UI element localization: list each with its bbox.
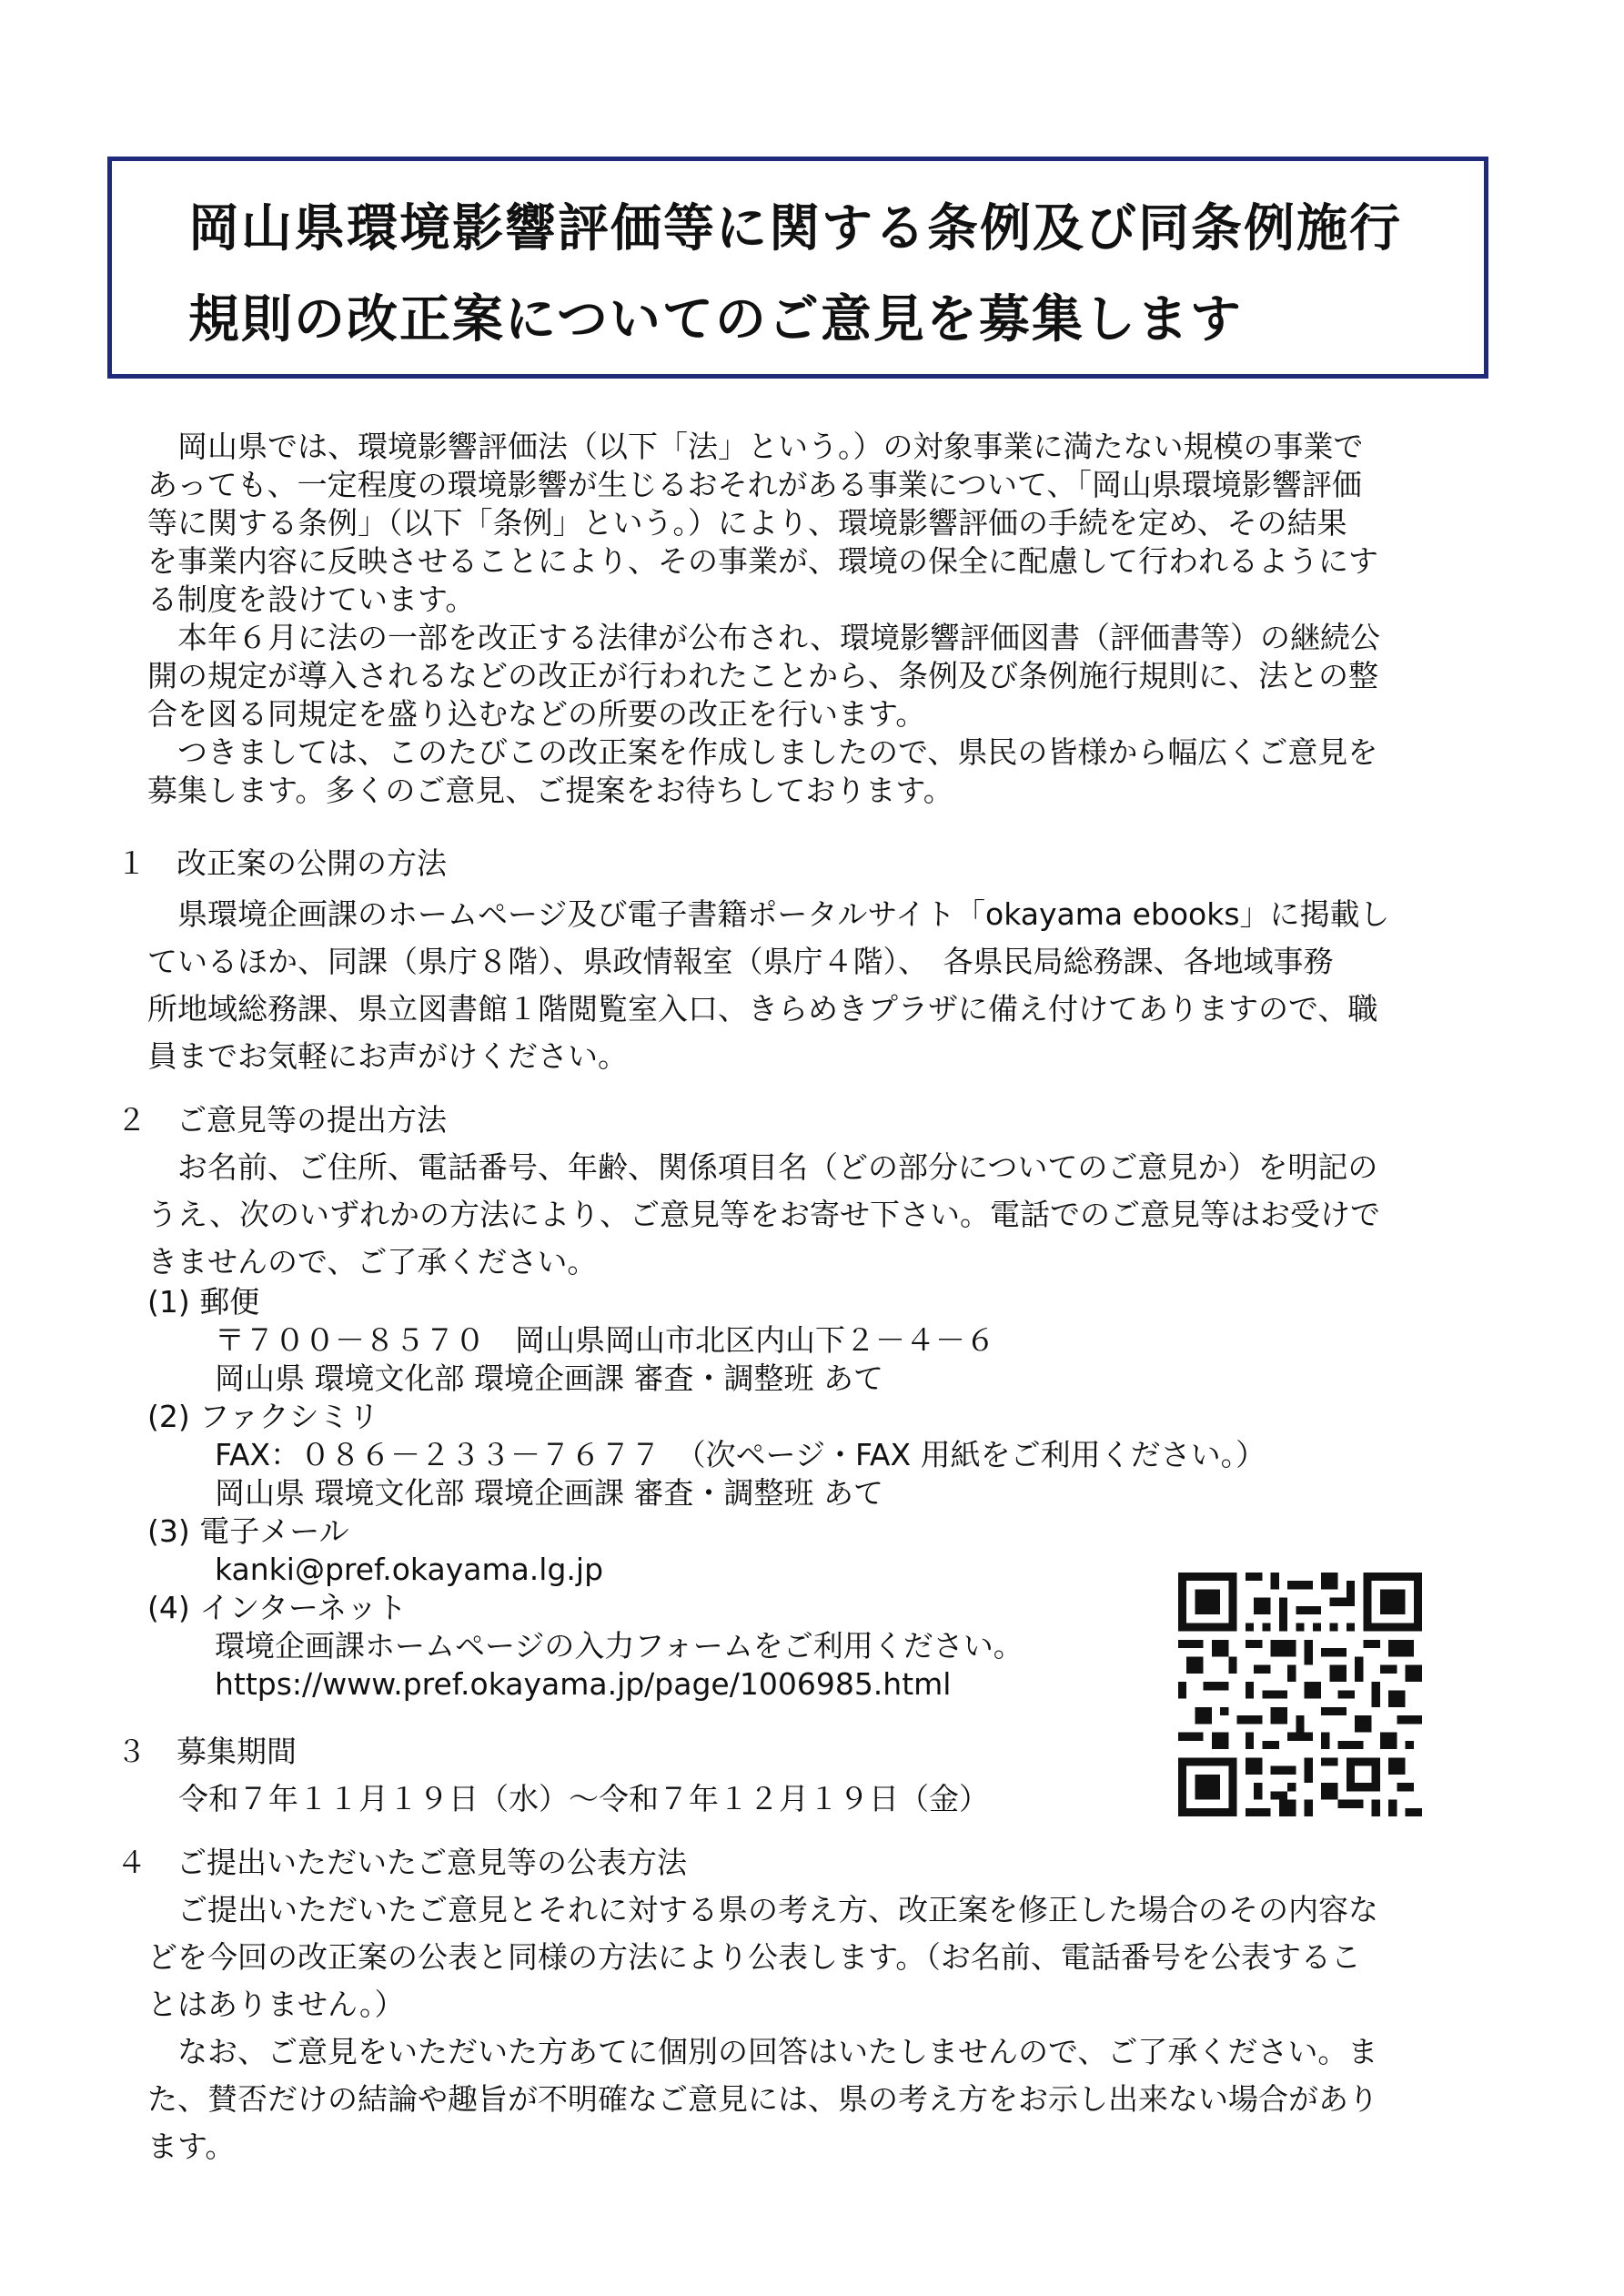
internet-url-link[interactable]: https://www.pref.okayama.jp/page/1006985.html xyxy=(215,1666,952,1702)
section-1-line: 県環境企画課のホームページ及び電子書籍ポータルサイト「okayama ebooks」に掲載し xyxy=(147,896,1390,932)
internet-label: (4) インターネット xyxy=(147,1590,408,1625)
intro-line: る制度を設けています。 xyxy=(147,582,476,617)
fax-number: FAX：０８６－２３３－７６７７ （次ページ・FAX 用紙をご利用ください。） xyxy=(215,1437,1266,1472)
section-3-heading: ３ 募集期間 xyxy=(116,1734,297,1769)
section-4-line: とはありません。） xyxy=(147,1987,405,2022)
mail-dept: 岡山県 環境文化部 環境企画課 審査・調整班 あて xyxy=(215,1360,883,1396)
section-4-line: た、賛否だけの結論や趣旨が不明確なご意見には、県の考え方をお示し出来ない場合があり xyxy=(147,2081,1378,2117)
section-4-line: なお、ご意見をいただいた方あてに個別の回答はいたしませんので、ご了承ください。ま xyxy=(147,2034,1378,2069)
intro-line: を事業内容に反映させることにより、その事業が、環境の保全に配慮して行われるようにす xyxy=(147,543,1378,579)
section-1-heading: １ 改正案の公開の方法 xyxy=(116,845,447,881)
intro-line: 開の規定が導入されるなどの改正が行われたことから、条例及び条例施行規則に、法との整 xyxy=(147,658,1378,693)
section-1-line: ているほか、同課（県庁８階）、県政情報室（県庁４階）、 各県民局総務課、各地域事務 xyxy=(147,944,1334,979)
fax-label: (2) ファクシミリ xyxy=(147,1399,379,1434)
section-4-line: ご提出いただいたご意見とそれに対する県の考え方、改正案を修正した場合のその内容な xyxy=(147,1892,1378,1927)
section-2-line: うえ、次のいずれかの方法により、ご意見等をお寄せ下さい。電話でのご意見等はお受けで xyxy=(147,1197,1380,1232)
intro-line: 募集します。多くのご意見、ご提案をお待ちしております。 xyxy=(147,773,953,808)
email-address[interactable]: kanki@pref.okayama.lg.jp xyxy=(215,1552,604,1587)
period: 令和７年１１月１９日（水）～令和７年１２月１９日（金） xyxy=(178,1781,989,1816)
intro-line: あっても、一定程度の環境影響が生じるおそれがある事業について、「岡山県環境影響評価 xyxy=(147,467,1362,502)
internet-note: 環境企画課ホームページの入力フォームをご利用ください。 xyxy=(215,1628,1024,1664)
mail-address: 〒７００－８５７０ 岡山県岡山市北区内山下２－４－６ xyxy=(215,1322,995,1358)
mail-label: (1) 郵便 xyxy=(147,1284,260,1320)
section-2-line: きませんので、ご了承ください。 xyxy=(147,1244,598,1279)
email-label: (3) 電子メール xyxy=(147,1513,349,1549)
intro-line: 合を図る同規定を盛り込むなどの所要の改正を行います。 xyxy=(147,696,926,732)
section-4-heading: ４ ご提出いただいたご意見等の公表方法 xyxy=(116,1845,687,1880)
section-2-heading: ２ ご意見等の提出方法 xyxy=(116,1102,447,1138)
section-4-line: どを今回の改正案の公表と同様の方法により公表します。（お名前、電話番号を公表するこ xyxy=(147,1939,1361,1975)
section-2-line: お名前、ご住所、電話番号、年齢、関係項目名（どの部分についてのご意見か）を明記の xyxy=(147,1149,1378,1185)
qr-code-icon[interactable] xyxy=(1178,1573,1422,1816)
intro-line: 等に関する条例」（以下「条例」という。）により、環境影響評価の手続を定め、その結果 xyxy=(147,505,1347,541)
section-4-line: ます。 xyxy=(147,2129,236,2164)
title-line-2: 規則の改正案についてのご意見を募集します xyxy=(188,290,1243,349)
intro-line: つきましては、このたびこの改正案を作成しましたので、県民の皆様から幅広くご意見を xyxy=(147,734,1378,770)
title-box xyxy=(107,157,1488,379)
title-line-1: 岡山県環境影響評価等に関する条例及び同条例施行 xyxy=(188,199,1402,258)
section-1-line: 員までお気軽にお声がけください。 xyxy=(147,1038,628,1074)
intro-line: 岡山県では、環境影響評価法（以下「法」という。）の対象事業に満たない規模の事業で xyxy=(147,429,1364,464)
section-1-line: 所地域総務課、県立図書館１階閲覧室入口、きらめきプラザに備え付けてありますので、職 xyxy=(147,991,1378,1027)
fax-dept: 岡山県 環境文化部 環境企画課 審査・調整班 あて xyxy=(215,1475,883,1511)
intro-line: 本年６月に法の一部を改正する法律が公布され、環境影響評価図書（評価書等）の継続公 xyxy=(147,620,1380,655)
